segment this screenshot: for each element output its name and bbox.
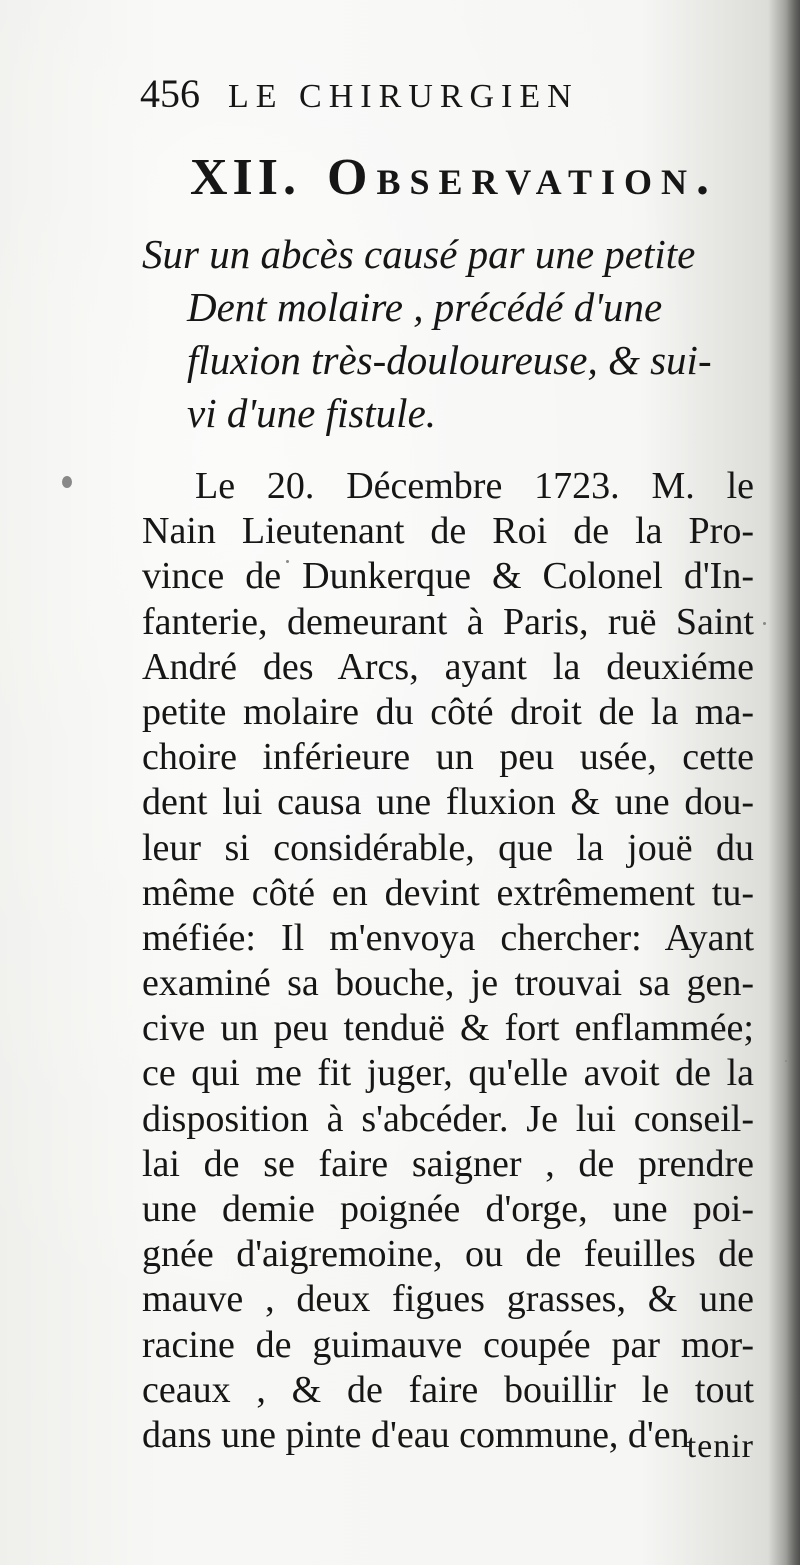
body-line: fanterie, demeurant à Paris, ruë Saint: [142, 600, 754, 643]
body-line: petite molaire du côté droit de la ma-: [142, 690, 754, 733]
body-paragraph: [142, 464, 754, 1458]
body-line: dent lui causa une fluxion & une dou-: [142, 781, 754, 824]
section-heading: [190, 148, 750, 207]
running-header: [140, 70, 740, 118]
subtitle-line: fluxion très-douloureuse, & sui-: [187, 337, 712, 383]
body-line: vince de Dunkerque & Colonel d'In-: [142, 555, 754, 598]
section-heading-label: Observation.: [327, 149, 718, 206]
body-line: examiné sa bouche, je trouvai sa gen-: [142, 962, 754, 1005]
body-line: ce qui me fit juger, qu'elle avoit de la: [142, 1052, 754, 1095]
body-line: Nain Lieutenant de Roi de la Pro-: [142, 510, 754, 553]
body-line: cive un peu tenduë & fort enflammée;: [142, 1007, 754, 1050]
body-line: gnée d'aigremoine, ou de feuilles de: [142, 1233, 754, 1276]
catchword: tenir: [686, 1428, 754, 1465]
body-line: mauve , deux figues grasses, & une: [142, 1278, 754, 1321]
section-numeral: XII.: [190, 149, 302, 206]
body-line: une demie poignée d'orge, une poi-: [142, 1188, 754, 1230]
body-line: ceaux , & de faire bouillir le tout: [142, 1368, 754, 1411]
body-line: même côté en devint extrêmement tu-: [142, 871, 754, 914]
body-line: lai de se faire saigner , de prendre: [142, 1142, 754, 1185]
subtitle-line: Dent molaire , précédé d'une: [187, 284, 663, 330]
page-number: 456: [140, 71, 200, 116]
subtitle-line: Sur un abcès causé par une petite: [142, 231, 696, 277]
body-line: disposition à s'abcéder. Je lui conseil-: [142, 1097, 754, 1140]
observation-subtitle: [142, 228, 762, 440]
body-line: dans une pinte d'eau commune, d'en: [142, 1413, 690, 1456]
body-line: racine de guimauve coupée par mor-: [142, 1323, 754, 1366]
body-line: leur si considérable, que la jouë du: [142, 826, 754, 869]
running-title: LE CHIRURGIEN: [228, 78, 579, 115]
page-edge-shadow: [786, 0, 800, 1565]
body-line: choire inférieure un peu usée, cette: [142, 736, 754, 779]
subtitle-line: vi d'une fistule.: [187, 390, 437, 436]
body-line: méfiée: Il m'envoya chercher: Ayant: [142, 916, 754, 959]
body-line: Le 20. Décembre 1723. M. le: [195, 465, 754, 507]
body-line: André des Arcs, ayant la deuxiéme: [142, 645, 754, 688]
